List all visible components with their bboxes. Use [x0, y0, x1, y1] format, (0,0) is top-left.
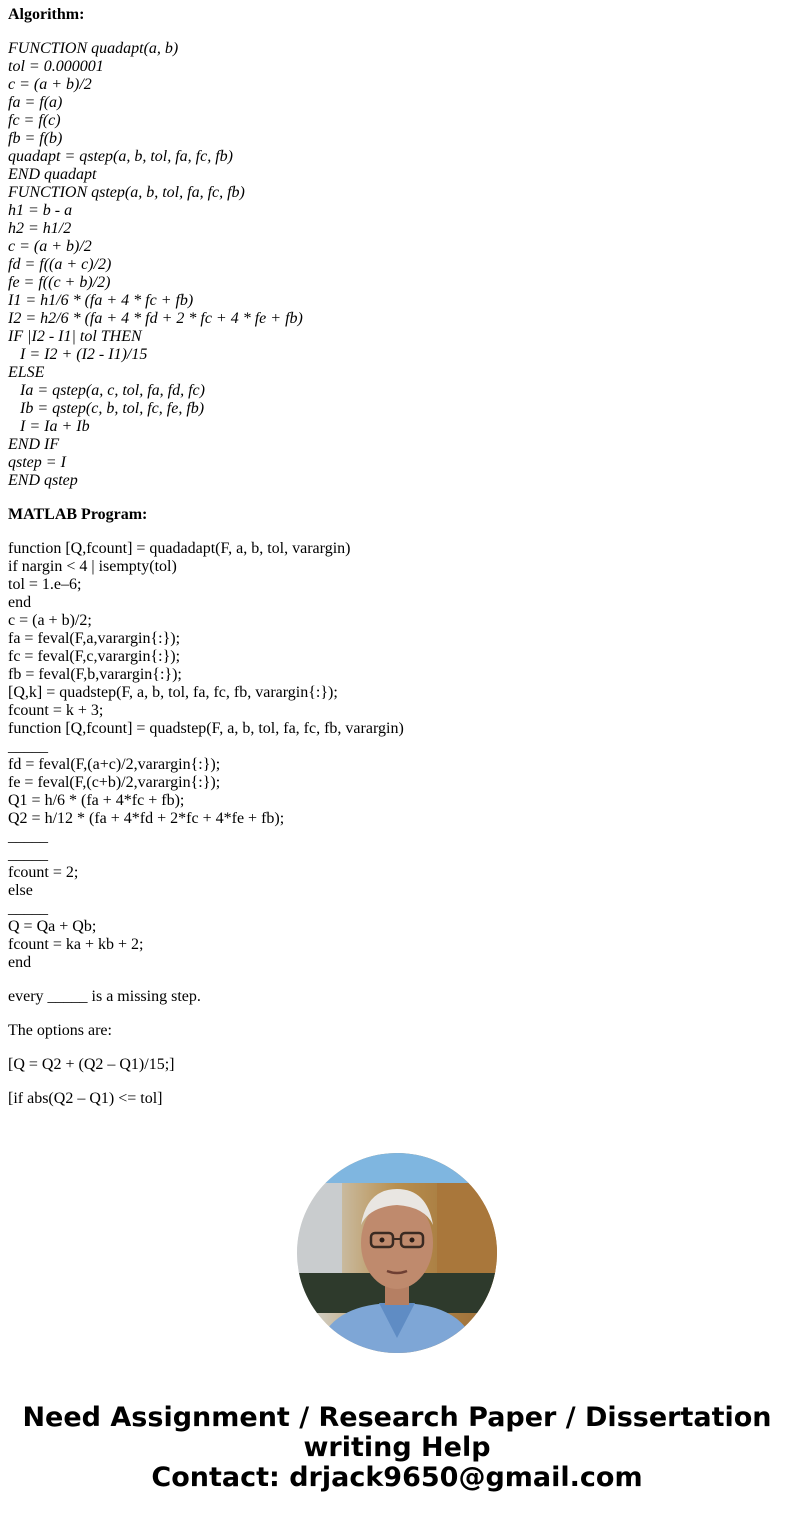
pseudocode-line: h1 = b - a: [8, 202, 73, 219]
code-line: fd = feval(F,(a+c)/2,varargin{:});: [8, 756, 221, 773]
spacer: [8, 1074, 788, 1090]
footer-line-1: Need Assignment / Research Paper / Dissertation: [22, 1402, 772, 1433]
code-line: fcount = 2;: [8, 864, 79, 881]
code-line: tol = 1.e–6;: [8, 576, 82, 593]
pseudocode-line: fc = f(c): [8, 112, 61, 129]
code-line: end: [8, 954, 32, 971]
contact-footer: [0, 1403, 794, 1493]
spacer: [8, 524, 788, 540]
pseudocode-line: FUNCTION qstep(a, b, tol, fa, fc, fb): [8, 184, 245, 201]
pseudocode-line: c = (a + b)/2: [8, 238, 92, 255]
options-intro: The options are:: [8, 1022, 112, 1039]
pseudocode-line: I = Ia + Ib: [8, 418, 90, 435]
code-line: _____: [8, 828, 48, 845]
code-line: fb = feval(F,b,varargin{:});: [8, 666, 182, 683]
code-line: fcount = k + 3;: [8, 702, 104, 719]
code-line: fc = feval(F,c,varargin{:});: [8, 648, 181, 665]
code-line: function [Q,fcount] = quadstep(F, a, b, tol, fa, fc, fb, varargin): [8, 720, 404, 737]
code-line: _____: [8, 738, 48, 755]
option-2: [if abs(Q2 – Q1) <= tol]: [8, 1090, 163, 1107]
missing-step-note: every _____ is a missing step.: [8, 988, 201, 1005]
pseudocode-line: fb = f(b): [8, 130, 63, 147]
code-line: Q2 = h/12 * (fa + 4*fd + 2*fc + 4*fe + fb);: [8, 810, 285, 827]
footer-line-2: writing Help: [303, 1432, 491, 1463]
spacer: [8, 1040, 788, 1056]
code-line: end: [8, 594, 32, 611]
pseudocode-line: I1 = h1/6 * (fa + 4 * fc + fb): [8, 292, 194, 309]
code-line: Q1 = h/6 * (fa + 4*fc + fb);: [8, 792, 185, 809]
option-1: [Q = Q2 + (Q2 – Q1)/15;]: [8, 1056, 175, 1073]
code-line: [Q,k] = quadstep(F, a, b, tol, fa, fc, fb, varargin{:});: [8, 684, 338, 701]
document-body: [8, 6, 788, 1108]
pseudocode-line: ELSE: [8, 364, 45, 381]
matlab-heading: MATLAB Program:: [8, 506, 148, 523]
spacer: [8, 24, 788, 40]
pseudocode-line: fe = f((c + b)/2): [8, 274, 111, 291]
matlab-code: [8, 540, 788, 972]
code-line: if nargin < 4 | isempty(tol): [8, 558, 177, 575]
avatar: [297, 1153, 497, 1353]
pseudocode-line: END qstep: [8, 472, 78, 489]
pseudocode-line: I = I2 + (I2 - I1)/15: [8, 346, 148, 363]
code-line: c = (a + b)/2;: [8, 612, 92, 629]
pseudocode-line: I2 = h2/6 * (fa + 4 * fd + 2 * fc + 4 * fe + fb): [8, 310, 303, 327]
algorithm-heading: Algorithm:: [8, 6, 85, 23]
pseudocode-line: fd = f((a + c)/2): [8, 256, 112, 273]
footer-line-3: Contact: drjack9650@gmail.com: [151, 1462, 643, 1493]
pseudocode-line: FUNCTION quadapt(a, b): [8, 40, 179, 57]
algorithm-pseudocode: [8, 40, 788, 490]
pseudocode-line: qstep = I: [8, 454, 66, 471]
pseudocode-line: END quadapt: [8, 166, 97, 183]
pseudocode-line: IF |I2 - I1| tol THEN: [8, 328, 142, 345]
spacer: [8, 490, 788, 506]
pseudocode-line: END IF: [8, 436, 60, 453]
spacer: [8, 972, 788, 988]
code-line: fa = feval(F,a,varargin{:});: [8, 630, 181, 647]
pseudocode-line: Ia = qstep(a, c, tol, fa, fd, fc): [8, 382, 205, 399]
pseudocode-line: tol = 0.000001: [8, 58, 104, 75]
person-photo-icon: [297, 1153, 497, 1353]
pseudocode-line: c = (a + b)/2: [8, 76, 92, 93]
pseudocode-line: Ib = qstep(c, b, tol, fc, fe, fb): [8, 400, 205, 417]
code-line: fe = feval(F,(c+b)/2,varargin{:});: [8, 774, 221, 791]
code-line: Q = Qa + Qb;: [8, 918, 97, 935]
code-line: else: [8, 882, 33, 899]
spacer: [8, 1006, 788, 1022]
pseudocode-line: quadapt = qstep(a, b, tol, fa, fc, fb): [8, 148, 233, 165]
code-line: fcount = ka + kb + 2;: [8, 936, 144, 953]
pseudocode-line: fa = f(a): [8, 94, 63, 111]
code-line: function [Q,fcount] = quadadapt(F, a, b, tol, varargin): [8, 540, 351, 557]
code-line: _____: [8, 846, 48, 863]
pseudocode-line: h2 = h1/2: [8, 220, 72, 237]
code-line: _____: [8, 900, 48, 917]
